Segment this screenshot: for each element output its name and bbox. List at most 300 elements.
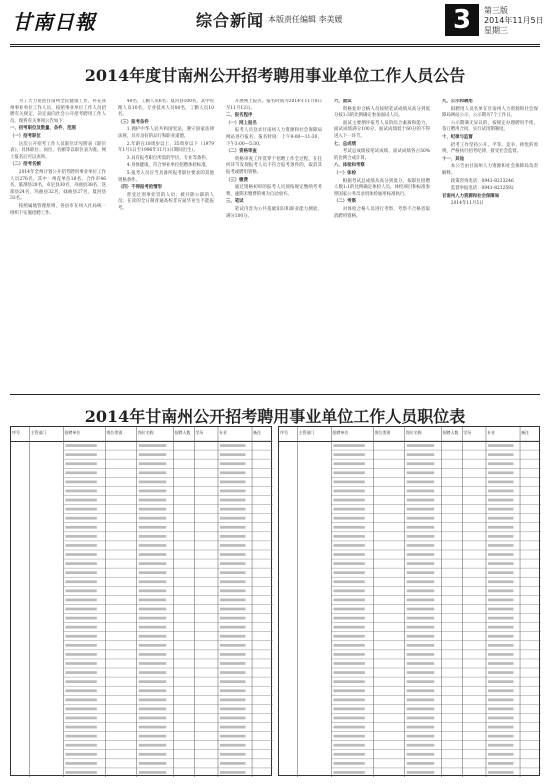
table-cell-text — [220, 562, 246, 565]
table-cell-text — [407, 580, 435, 583]
table-cell-text — [407, 490, 435, 493]
table-cell-text — [139, 481, 167, 484]
table-cell-text — [139, 589, 167, 592]
table-cell-text — [407, 481, 435, 484]
table-cell-text — [333, 653, 364, 656]
table-cell-text — [139, 544, 167, 547]
article-paragraph: 考试总成绩按笔试成绩、面试成绩各占50%的比例合成计算。 — [334, 149, 430, 161]
table-cell-text — [488, 589, 514, 592]
table-cell-text — [220, 735, 246, 738]
table-cell-text — [333, 444, 364, 447]
article-subheading: （二）考察 — [334, 199, 356, 205]
table-cell-text — [333, 644, 364, 647]
masthead-rule — [10, 44, 540, 45]
job-tables — [10, 426, 540, 776]
table-cell-text — [220, 571, 246, 574]
table-cell-text — [65, 508, 96, 511]
table-cell-text — [220, 544, 246, 547]
article-column-4 — [334, 99, 430, 385]
table-cell-text — [488, 444, 514, 447]
table-cell-text — [407, 662, 435, 665]
table-cell-text — [407, 671, 435, 674]
table-cell-text — [333, 589, 364, 592]
table-cell-text — [333, 517, 364, 520]
table-cell-text — [139, 462, 167, 465]
table-cell-text — [65, 462, 96, 465]
section-title: 综合新闻 — [196, 11, 265, 30]
table-cell-text — [407, 753, 435, 756]
article-paragraph: 曾受过刑事处罚的人员；被开除公职的人员；在读的全日制普通高校非应届毕业生不能报考。 — [118, 192, 214, 211]
article-paragraph: 根据考试总成绩从高分到低分，按职位招聘人数1:1的比例确定体检人员，体检项目和标准参照国家公务员录用体检通用标准执行。 — [334, 178, 430, 197]
table-cell-text — [407, 535, 435, 538]
table-cell-text — [139, 698, 167, 701]
table-cell-text — [65, 535, 96, 538]
table-cell-text — [407, 708, 435, 711]
table-cell-text — [333, 462, 364, 465]
table-cell-text — [65, 698, 96, 701]
table-cell-text — [220, 698, 246, 701]
table-cell-text — [220, 599, 246, 602]
table-cell-text — [488, 635, 514, 638]
table-cell-text — [488, 481, 514, 484]
table-cell-text — [139, 526, 167, 529]
table-header-cell: 招聘单位 — [64, 430, 81, 435]
table-cell-text — [407, 626, 435, 629]
table-cell-text — [333, 535, 364, 538]
table-cell-text — [488, 708, 514, 711]
table-cell-text — [488, 508, 514, 511]
table-cell-text — [65, 762, 96, 765]
article-paragraph: 对体检合格人员进行考察，考察不合格者取消聘用资格。 — [334, 206, 430, 219]
table-cell-text — [139, 617, 167, 620]
table-cell-text — [488, 644, 514, 647]
table-cell-text — [488, 499, 514, 502]
table-cell-text — [139, 517, 167, 520]
table-cell-text — [488, 471, 514, 474]
table-cell-text — [488, 653, 514, 656]
table-cell-text — [333, 744, 364, 747]
table-cell-text — [139, 717, 167, 720]
table-cell-text — [220, 744, 246, 747]
table-cell-text — [220, 608, 246, 611]
table-cell-text — [407, 726, 435, 729]
table-cell-text — [139, 535, 167, 538]
table-cell-text — [333, 771, 364, 774]
table-cell-text — [407, 735, 435, 738]
table-cell-text — [220, 481, 246, 484]
table-header-cell: 招聘人数 — [442, 430, 459, 435]
table-cell-text — [220, 762, 246, 765]
article-paragraph: 1.拥护中华人民共和国宪法，遵守国家法律法规，具有良好的品行和职业道德。 — [118, 127, 214, 139]
table-header-cell: 备注 — [521, 430, 530, 435]
table-cell-text — [407, 744, 435, 747]
table-cell-text — [220, 680, 246, 683]
article-column-3 — [226, 99, 322, 385]
table-cell-text — [333, 562, 364, 565]
article-paragraph: 资格审查工作贯穿于招聘工作全过程，在任何环节发现报考人员不符合报考条件的，取消其报考或聘用资格。 — [226, 156, 322, 175]
table-cell-text — [407, 453, 435, 456]
table-cell-text — [488, 626, 514, 629]
table-cell-text — [333, 571, 364, 574]
table-cell-text — [65, 653, 96, 656]
article-paragraph: 面试主要测评报考人员的综合素质和能力，面试成绩满分100分，面试成绩低于60分的不得进入下一环节。 — [334, 120, 430, 139]
table-header-cell: 岗位名称 — [405, 430, 422, 435]
table-cell-text — [139, 453, 167, 456]
table-cell-text — [407, 589, 435, 592]
table-cell-text — [488, 544, 514, 547]
table-cell-text — [488, 671, 514, 674]
editors-line: 本版责任编辑 李美媛 — [268, 15, 343, 24]
table-cell-text — [220, 517, 246, 520]
table-cell-text — [220, 553, 246, 556]
table-cell-text — [139, 744, 167, 747]
table-cell-text — [65, 490, 96, 493]
table-cell-text — [488, 735, 514, 738]
article-paragraph: 5.报考人员应当具备所报考职位要求的其他资格条件。 — [118, 170, 214, 183]
table-cell-text — [65, 453, 96, 456]
table-cell-text — [65, 599, 96, 602]
article-paragraph: 招考工作坚持公开、平等、竞争、择优的原则，严格执行招考纪律，接受社会监督。 — [442, 142, 538, 155]
table-cell-text — [65, 571, 96, 574]
table-cell-text — [220, 671, 246, 674]
article-paragraph: 为了大力促进甘南州全民健康工作，补充我州事业单位工作人员，按照事业单位工作人员招聘有关规定，决定面向社会公开招考聘用工作人员，现将有关事项公告如下： — [10, 99, 106, 124]
table-header-cell: 备注 — [253, 430, 262, 435]
table-cell-text — [488, 526, 514, 529]
table-cell-text — [220, 626, 246, 629]
table-cell-text — [65, 753, 96, 756]
table-header-cell: 招聘人数 — [174, 430, 191, 435]
article-subheading: 九、公示和聘用 — [442, 99, 473, 104]
table-cell-text — [220, 462, 246, 465]
table-cell-text — [488, 453, 514, 456]
article-paragraph: 2014年11月5日 — [450, 201, 484, 207]
section-divider — [10, 394, 540, 395]
table-cell-text — [333, 526, 364, 529]
article-subheading: （一）网上报名 — [226, 120, 257, 126]
table-cell-text — [139, 708, 167, 711]
table-cell-text — [488, 762, 514, 765]
table-cell-text — [488, 717, 514, 720]
table-cell-text — [488, 599, 514, 602]
table-cell-text — [65, 444, 96, 447]
masthead-rule-thin — [10, 46, 540, 47]
article-column-1 — [10, 99, 106, 385]
table-cell-text — [220, 617, 246, 620]
table-header-cell: 岗位类别 — [106, 430, 123, 435]
table-header-cell: 主管部门 — [298, 430, 315, 435]
article-paragraph: 监督举报电话：0941-8212592 — [450, 186, 514, 192]
article-paragraph: 通过资格初审的报考人员须按规定缴纳考务费，逾期未缴费的视为自动放弃。 — [226, 185, 322, 197]
table-cell-text — [333, 717, 364, 720]
table-cell-text — [220, 653, 246, 656]
table-header-cell: 序号 — [280, 430, 288, 435]
table-cell-text — [333, 544, 364, 547]
table-cell-text — [220, 508, 246, 511]
table-cell-text — [333, 599, 364, 602]
table-cell-text — [488, 462, 514, 465]
table-cell-text — [407, 562, 435, 565]
table-cell-text — [139, 571, 167, 574]
table-cell-text — [139, 608, 167, 611]
masthead — [0, 0, 550, 44]
table-cell-text — [220, 589, 246, 592]
article-subheading: （二）资格审查 — [226, 149, 257, 155]
table-cell-text — [139, 689, 167, 692]
article-paragraph: 2014年全州计划公开招考聘用事业单位工作人员276名，其中：州直单位18名，合作市46名，临潭县28名，卓尼县30名，舟曲县38名，迭部县24名，玛曲县32名，碌曲县27名，夏河县33名。 — [10, 169, 106, 202]
table-cell-text — [333, 608, 364, 611]
table-cell-text — [333, 762, 364, 765]
article-subheading: 八、体检和考察 — [334, 163, 365, 169]
table-cell-text — [139, 671, 167, 674]
table-cell-text — [139, 726, 167, 729]
article-paragraph: 3.具有报考职位所需的学历、专业等条件。 — [126, 155, 211, 161]
table-cell-text — [65, 771, 96, 774]
table-cell-text — [333, 617, 364, 620]
article-subheading: （三）缴费 — [226, 177, 248, 183]
table-cell-text — [220, 708, 246, 711]
job-table-right — [278, 426, 540, 776]
job-table-headline: 2014年甘南州公开招考聘用事业单位工作人员职位表 — [84, 407, 466, 426]
table-cell-text — [407, 635, 435, 638]
table-cell-text — [65, 589, 96, 592]
article-paragraph: 公示期满无异议的，按规定办理聘用手续，签订聘用合同，实行试用期制度。 — [442, 120, 538, 133]
table-cell-text — [407, 444, 435, 447]
table-cell-text — [220, 490, 246, 493]
table-cell-text — [139, 444, 167, 447]
table-cell-text — [333, 635, 364, 638]
table-cell-text — [488, 698, 514, 701]
table-cell-text — [333, 481, 364, 484]
table-cell-text — [65, 580, 96, 583]
edition-weekday: 星期三 — [484, 26, 508, 35]
table-header-cell: 专业 — [486, 430, 495, 435]
table-header-cell: 学历 — [195, 430, 204, 435]
table-cell-text — [65, 517, 96, 520]
table-cell-text — [407, 608, 435, 611]
page-number-badge: 3 — [445, 4, 479, 36]
table-cell-text — [488, 490, 514, 493]
article-paragraph: 开展网上报名。报名时间为2014年11月8日至11月13日。 — [226, 99, 322, 111]
edition-info — [484, 6, 544, 36]
table-cell-text — [407, 617, 435, 620]
table-cell-text — [139, 662, 167, 665]
table-cell-text — [333, 580, 364, 583]
table-cell-text — [407, 717, 435, 720]
table-cell-text — [65, 689, 96, 692]
table-cell-text — [333, 698, 364, 701]
article-paragraph: 资格复审合格人员按照笔试成绩从高分到低分按1:3的比例确定参加面试人员。 — [334, 106, 430, 119]
table-cell-text — [488, 571, 514, 574]
table-cell-text — [488, 535, 514, 538]
table-header-cell: 学历 — [463, 430, 472, 435]
article-subheading: 三、笔试 — [226, 199, 244, 205]
table-cell-text — [139, 490, 167, 493]
table-cell-text — [333, 726, 364, 729]
table-cell-text — [220, 726, 246, 729]
table-cell-text — [488, 744, 514, 747]
table-cell-text — [407, 653, 435, 656]
table-cell-text — [220, 689, 246, 692]
table-cell-text — [333, 671, 364, 674]
table-cell-text — [139, 499, 167, 502]
table-cell-text — [65, 562, 96, 565]
table-header-cell: 序号 — [12, 430, 20, 435]
article-paragraph: 笔试内容为公共基础知识和职业能力测验，满分100分。 — [226, 206, 322, 219]
table-cell-text — [65, 726, 96, 729]
article-paragraph: 拟聘用人员名单在甘南州人力资源和社会保障局网站公示，公示期为7个工作日。 — [442, 106, 538, 119]
table-cell-text — [407, 762, 435, 765]
table-cell-text — [139, 580, 167, 583]
article-paragraph: 4.身体健康，符合事业单位招聘体检标准。 — [126, 163, 211, 169]
table-cell-text — [65, 735, 96, 738]
table-cell-text — [407, 599, 435, 602]
table-cell-text — [333, 735, 364, 738]
table-cell-text — [139, 680, 167, 683]
table-cell-text — [488, 771, 514, 774]
table-cell-text — [65, 635, 96, 638]
table-cell-text — [488, 517, 514, 520]
table-cell-text — [139, 471, 167, 474]
table-cell-text — [139, 753, 167, 756]
table-cell-text — [139, 599, 167, 602]
table-cell-text — [488, 726, 514, 729]
article-subheading: （三）报考条件 — [118, 119, 149, 125]
table-cell-text — [65, 671, 96, 674]
table-cell-text — [333, 626, 364, 629]
table-cell-text — [488, 608, 514, 611]
article-column-2 — [118, 99, 214, 385]
table-cell-text — [65, 617, 96, 620]
table-grid — [11, 427, 273, 777]
table-cell-text — [139, 626, 167, 629]
table-cell-text — [65, 499, 96, 502]
table-cell-text — [220, 471, 246, 474]
table-cell-text — [139, 771, 167, 774]
table-cell-text — [220, 644, 246, 647]
table-cell-text — [65, 644, 96, 647]
table-cell-text — [333, 508, 364, 511]
table-cell-text — [220, 662, 246, 665]
article-subheading: （一）招考职位 — [10, 133, 41, 139]
table-cell-text — [407, 689, 435, 692]
table-cell-text — [65, 626, 96, 629]
table-cell-text — [407, 644, 435, 647]
table-header-cell: 主管部门 — [30, 430, 47, 435]
table-cell-text — [333, 499, 364, 502]
table-cell-text — [65, 481, 96, 484]
table-cell-text — [333, 553, 364, 556]
table-cell-text — [333, 708, 364, 711]
table-cell-text — [407, 553, 435, 556]
table-cell-text — [65, 662, 96, 665]
table-cell-text — [220, 753, 246, 756]
table-cell-text — [488, 553, 514, 556]
table-cell-text — [65, 553, 96, 556]
table-cell-text — [407, 499, 435, 502]
table-header-cell: 岗位名称 — [137, 430, 154, 435]
table-cell-text — [139, 735, 167, 738]
article-subheading: 十、纪律与监督 — [442, 134, 473, 140]
table-cell-text — [333, 471, 364, 474]
table-cell-text — [220, 444, 246, 447]
table-cell-text — [333, 662, 364, 665]
table-cell-text — [407, 771, 435, 774]
table-cell-text — [220, 771, 246, 774]
table-cell-text — [333, 680, 364, 683]
edition-date: 2014年11月5日 — [484, 16, 544, 25]
table-cell-text — [65, 708, 96, 711]
article-subheading: 甘南州人力资源和社会保障局 — [442, 193, 500, 199]
table-cell-text — [65, 680, 96, 683]
table-cell-text — [407, 517, 435, 520]
newspaper-logo: 甘南日報 — [12, 10, 96, 34]
table-cell-text — [139, 553, 167, 556]
table-cell-text — [220, 717, 246, 720]
table-cell-text — [65, 544, 96, 547]
table-cell-text — [407, 571, 435, 574]
article-subheading: 一、招考职位及数量、条件、范围 — [10, 126, 76, 132]
table-cell-text — [407, 680, 435, 683]
table-cell-text — [139, 635, 167, 638]
article-paragraph: 2.年龄在18周岁以上、35周岁以下（1979年1月1日至1996年11月1日期间出生）。 — [118, 141, 214, 154]
table-cell-text — [407, 544, 435, 547]
table-cell-text — [220, 535, 246, 538]
table-cell-text — [65, 608, 96, 611]
edition-label: 第三版 — [484, 6, 508, 15]
table-cell-text — [488, 753, 514, 756]
article-subheading: （一）体检 — [334, 170, 356, 176]
table-cell-text — [65, 526, 96, 529]
article-paragraph: 本公告由甘南州人力资源和社会保障局负责解释。 — [442, 164, 538, 176]
table-cell-text — [65, 744, 96, 747]
table-cell-text — [333, 689, 364, 692]
article-subheading: （四）不得报考的情形 — [118, 185, 162, 191]
table-cell-text — [488, 689, 514, 692]
table-cell-text — [407, 698, 435, 701]
table-cell-text — [333, 453, 364, 456]
table-header-cell: 专业 — [218, 430, 227, 435]
article-subheading: 二、报名程序 — [226, 113, 253, 119]
table-cell-text — [488, 562, 514, 565]
table-cell-text — [220, 499, 246, 502]
article-paragraph: 按照属地管理原则，各县市在州人社局统一组织下实施招聘工作。 — [10, 203, 106, 216]
table-cell-text — [407, 526, 435, 529]
table-cell-text — [139, 508, 167, 511]
table-grid — [279, 427, 541, 777]
table-cell-text — [139, 762, 167, 765]
table-cell-text — [220, 526, 246, 529]
article-subheading: 七、总成绩 — [334, 141, 356, 147]
table-cell-text — [65, 717, 96, 720]
article-subheading: 六、面试 — [334, 99, 352, 104]
article-column-5 — [442, 99, 538, 385]
article-subheading: （二）招考名额 — [10, 162, 41, 168]
table-cell-text — [488, 617, 514, 620]
article-subheading: 十一、其他 — [442, 156, 464, 162]
job-table-left — [10, 426, 272, 776]
table-cell-text — [488, 580, 514, 583]
table-cell-text — [488, 662, 514, 665]
article-paragraph: 这次公开招考工作人员职位详见附表《职位表》，具体职位、岗位、名额等以职位表为准，网上报名后可以查询。 — [10, 141, 106, 160]
table-cell-text — [407, 471, 435, 474]
table-cell-text — [139, 644, 167, 647]
table-cell-text — [139, 653, 167, 656]
table-cell-text — [333, 753, 364, 756]
announcement-headline: 2014年度甘南州公开招考聘用事业单位工作人员公告 — [84, 66, 466, 85]
table-cell-text — [333, 490, 364, 493]
table-cell-text — [488, 680, 514, 683]
table-cell-text — [65, 471, 96, 474]
